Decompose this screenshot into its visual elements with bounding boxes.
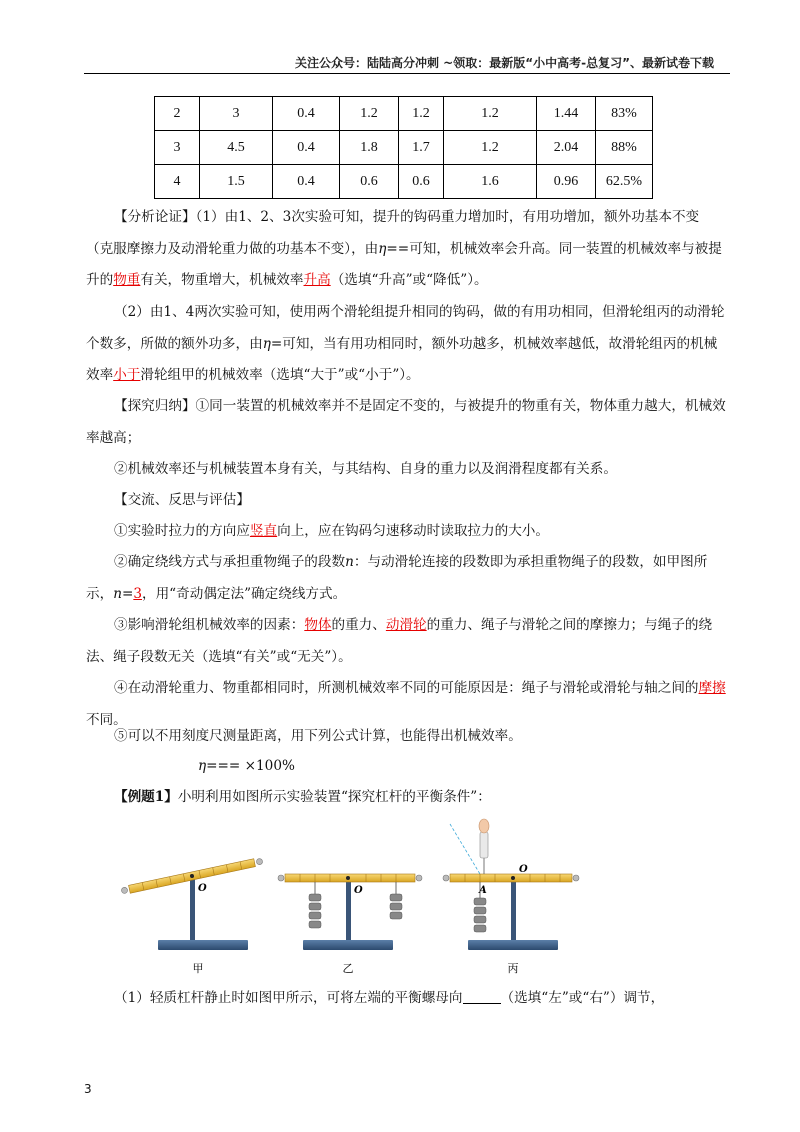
reflect-item-1: [86, 516, 726, 548]
summary-paragraph-2: ②机械效率还与机械装置本身有关，与其结构、自身的重力以及润滑程度都有关系。: [114, 461, 617, 477]
stand-pole: [511, 876, 516, 940]
text-run: 的重力、: [331, 617, 386, 633]
text-run: 不同。: [86, 711, 127, 728]
summary-paragraph-1: 【探究归纳】①同一装置的机械效率并不是固定不变的，与被提升的物重有关，物体重力越大，机械效率越高；: [86, 398, 726, 446]
hook-weights-left: [309, 882, 321, 928]
answer-text: 物重: [113, 272, 141, 288]
eta-symbol: η: [378, 240, 387, 257]
analysis-paragraph-2: [86, 297, 726, 392]
table-cell: 1.2: [444, 97, 537, 131]
reflect-item-5: ⑤可以不用刻度尺测量距离，用下列公式计算，也能得出机械效率。: [114, 728, 522, 744]
answer-text: 升高: [303, 272, 331, 288]
table-cell: 0.6: [340, 165, 399, 199]
text-run: ③影响滑轮组机械效率的因素：: [114, 617, 305, 633]
text-run: 【分析论证】（1）由1、2、3次实验可知，提升的钩码重力增加时，有用功增加，额外功基本不变（克服摩擦力及动滑轮重力做的功基本不变），由: [86, 209, 700, 257]
table-cell: 2.04: [537, 131, 596, 165]
analysis-paragraph-1: [86, 202, 726, 297]
example-1-prompt: [86, 782, 726, 814]
table-row: [155, 131, 653, 165]
table-cell: 4.5: [200, 131, 273, 165]
text-run: =: [121, 585, 134, 602]
table-cell: 3: [155, 131, 200, 165]
text-run: ④在动滑轮重力、物重都相同时，所测机械效率不同的可能原因是：绳子与滑轮或滑轮与轴之间的: [114, 680, 699, 696]
pivot-label: O: [519, 864, 528, 875]
lever-figures: [110, 812, 580, 980]
text-run: 向上，应在钩码匀速移动时读取拉力的大小。: [277, 523, 549, 539]
experiment-data-table: [154, 96, 653, 199]
reflect-title: 【交流、反思与评估】: [114, 492, 250, 508]
answer-blank[interactable]: [463, 989, 501, 1004]
text-run: （选填“升高”或“降低”）。: [330, 272, 488, 288]
text-run: （2）由1、4两次实验可知，使用两个滑轮组提升相同的钩码，做的有用功相同，但滑轮组丙的动滑轮个数多，所做的额外功多，由: [86, 304, 725, 352]
table-cell: 62.5%: [596, 165, 653, 199]
stand-base: [303, 940, 393, 950]
stand-pole: [190, 874, 195, 940]
table-row: [155, 165, 653, 199]
question-1: [86, 983, 726, 1015]
eta-symbol: η: [262, 335, 271, 352]
table-cell: 1.5: [200, 165, 273, 199]
header-rule: [84, 73, 730, 74]
figure-caption: 乙: [342, 962, 354, 975]
table-cell: 83%: [596, 97, 653, 131]
answer-text: 物体: [304, 617, 332, 633]
text-run: ，用“奇动偶定法”确定绕线方式。: [142, 585, 347, 602]
page-header: 关注公众号：陆陆高分冲刺 ~领取：最新版“小中高考-总复习”、最新试卷下载: [295, 56, 714, 70]
eta-symbol: η: [198, 758, 207, 774]
text-run: 的重力、绳子与滑轮之间的摩擦力；与绳子的绕法、绳子段数无关（选填“有关”或“无关”）。: [86, 617, 713, 665]
table-cell: 1.2: [444, 131, 537, 165]
example-label: 【例题1】: [114, 789, 178, 805]
table-cell: 88%: [596, 131, 653, 165]
table-cell: 2: [155, 97, 200, 131]
text-run: ：与动滑轮连接的段数即为承担重物绳子的段数，如甲图所示，: [86, 554, 708, 602]
reflect-item-2: [86, 547, 726, 610]
stand-base: [468, 940, 558, 950]
table-cell: 1.44: [537, 97, 596, 131]
stand-base: [158, 940, 248, 950]
reflect-item-3: [86, 610, 726, 673]
stand-pole: [346, 876, 351, 940]
hand-icon: [479, 819, 489, 833]
text-run: ①实验时拉力的方向应: [114, 523, 250, 539]
pivot-label: O: [354, 885, 363, 896]
table-cell: 3: [200, 97, 273, 131]
table-cell: 4: [155, 165, 200, 199]
text-run: =可知，当有用功相同时，额外功越多，机械效率越低，故滑轮组丙的机械效率: [86, 335, 718, 383]
table-cell: 0.6: [399, 165, 444, 199]
text-run: 小明利用如图所示实验装置“探究杠杆的平衡条件”：: [177, 789, 491, 805]
table-cell: 1.2: [399, 97, 444, 131]
point-a-label: A: [479, 885, 487, 896]
table-cell: 0.4: [273, 131, 340, 165]
n-symbol: n: [113, 585, 122, 602]
page-number: 3: [84, 1082, 92, 1096]
spring-scale: [479, 819, 489, 874]
text-run: 滑轮组甲的机械效率（选填“大于”或“小于”）。: [140, 367, 420, 383]
text-run: ②确定绕线方式与承担重物绳子的段数: [114, 554, 346, 570]
pivot-label: O: [198, 883, 207, 894]
table-cell: 1.8: [340, 131, 399, 165]
answer-text: 动滑轮: [385, 617, 427, 633]
table-cell: 1.6: [444, 165, 537, 199]
table-cell: 0.4: [273, 165, 340, 199]
hook-weights-right: [390, 882, 402, 919]
oblique-pull-line: [450, 824, 480, 874]
text-run: （选填“左”或“右”）调节，: [500, 990, 665, 1006]
figure-caption: 丙: [507, 962, 519, 975]
table-row: [155, 97, 653, 131]
figure-caption: 甲: [192, 962, 204, 975]
table-cell: 0.4: [273, 97, 340, 131]
answer-text: 摩擦: [698, 680, 726, 696]
table-cell: 1.7: [399, 131, 444, 165]
answer-text: 竖直: [249, 523, 278, 539]
figure-yi: [278, 874, 422, 975]
text-run: （1）轻质杠杆静止时如图甲所示，可将左端的平衡螺母向: [114, 990, 463, 1006]
text-run: 有关，物重增大，机械效率: [140, 272, 304, 288]
answer-text: 3: [133, 585, 142, 602]
table-cell: 1.2: [340, 97, 399, 131]
figure-bing: [443, 819, 579, 975]
figure-jia: [121, 857, 264, 975]
answer-text: 小于: [113, 367, 141, 383]
text-run: ==可知，机械效率会升高。同一装置的机械效率与被提升的: [86, 240, 722, 288]
n-symbol: n: [345, 554, 354, 570]
efficiency-formula: [198, 751, 498, 783]
table-cell: 0.96: [537, 165, 596, 199]
formula-text: === ×100%: [206, 758, 295, 774]
